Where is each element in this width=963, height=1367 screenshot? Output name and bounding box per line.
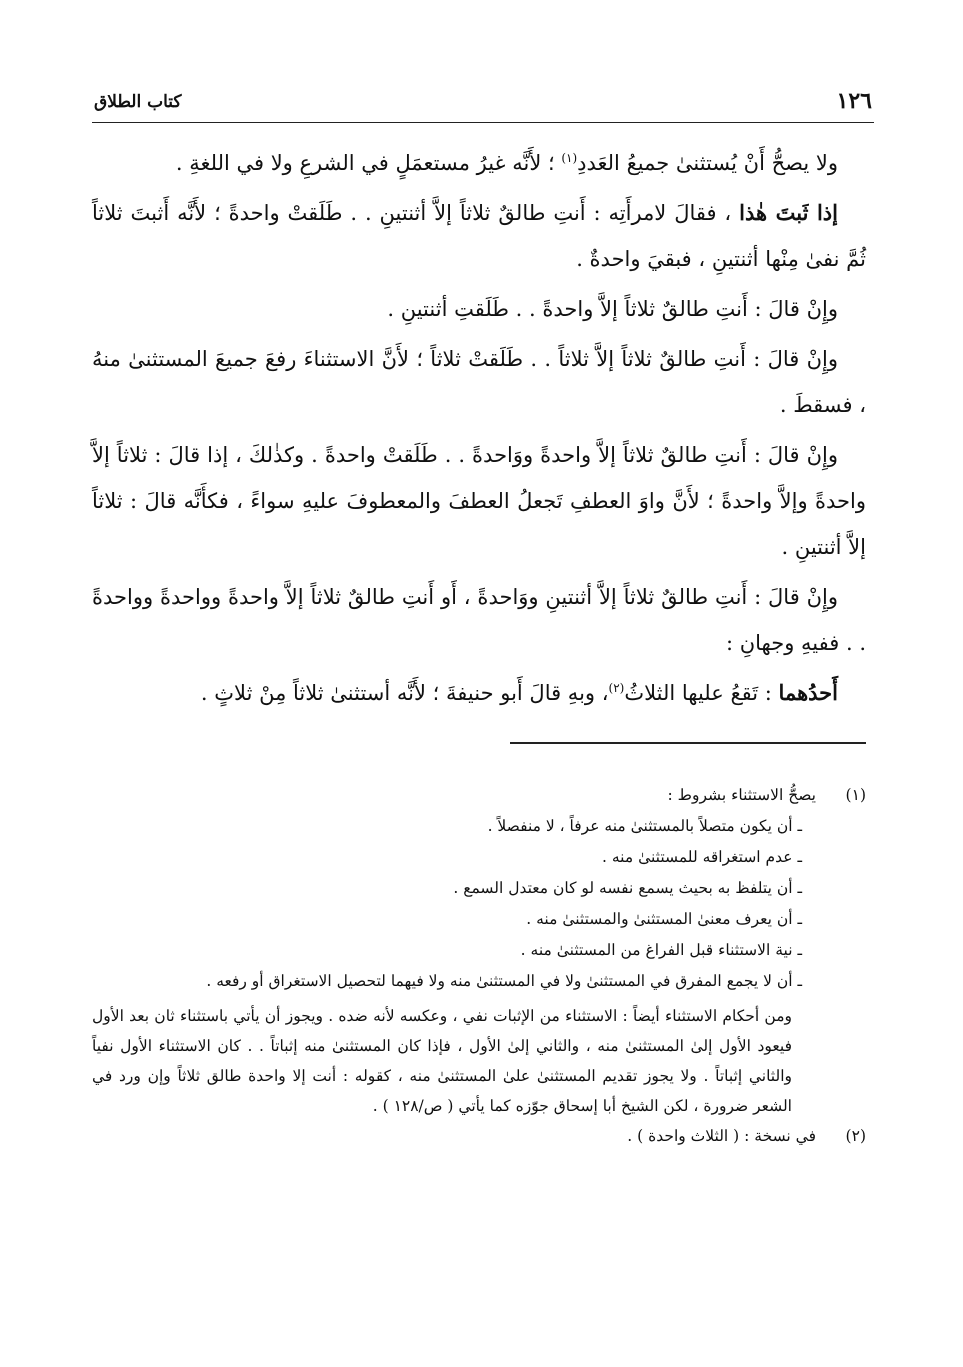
footnote-1-condition: ـ عدم استغراقه للمستثنىٰ منه . [602, 848, 802, 866]
footnote-ref-1: (١) [561, 151, 578, 165]
paragraph-6: وإِنْ قالَ : أَنتِ طالقٌ ثلاثاً إلاَّ أثنتينِ ووَاحدةً ، أَو أَنتِ طالقٌ ثلاثاً إلاَّ واحدةً وواحدةً وواحدةً . . ففيهِ وجهانِ : [92, 585, 866, 655]
paragraph-5: وإِنْ قالَ : أَنتِ طالقٌ ثلاثاً إلاَّ واحدةً ووَاحدةً . . طَلَقتْ واحدةً . وكذٰلكَ ، إذا قالَ : ثلاثاً إلاَّ واحدةً وإلاَّ واحدةً ؛ لأَنَّ واوَ العطفِ تَجعلُ العطفَ والمعطوفَ عليهِ سواءً ، فكأَنَّه قالَ : ثلاثاً إلاَّ أثنتينِ . [92, 443, 866, 559]
paragraph-3: وإِنْ قالَ : أَنتِ طالقٌ ثلاثاً إلاَّ واحدةً . . طَلَقتِ أثنتينِ . [387, 297, 838, 321]
paragraph-1-text-b: ؛ لأَنَّه غيرُ مستعمَلٍ في الشرعِ ولا في اللغةِ . [175, 151, 562, 175]
footnote-1-condition: ـ أن يتلفظ به بحيث يسمع نفسه لو كان معتدل السمع . [453, 879, 802, 897]
footnotes [92, 780, 868, 1152]
paragraph-7-text-b: ، وبهِ قالَ أَبو حنيفةَ ؛ لأَنَّه أستثنىٰ ثلاثاً مِنْ ثلاثٍ . [200, 681, 609, 705]
paragraph-4: وإِنْ قالَ : أَنتِ طالقٌ ثلاثاً إلاَّ ثلاثاً . . طَلَقتْ ثلاثاً ؛ لأَنَّ الاستثناءَ رفعَ جميعَ المستثنىٰ منهُ ، فسقطَ . [92, 347, 866, 417]
paragraph-2-lead: إذا ثَبتَ هٰذا [739, 200, 838, 225]
footnote-2 [92, 1121, 868, 1152]
footnote-1-condition: ـ أن يكون متصلاً بالمستثنىٰ منه عرفاً ، لا منفصلاً . [487, 817, 802, 835]
paragraph-1 [92, 140, 866, 186]
paragraph-7-lead: أَحدُهما [778, 680, 838, 705]
footnote-1-condition: ـ نية الاستثناء قبل الفراغ من المستثنىٰ منه . [520, 941, 802, 959]
running-title: كتاب الطلاق [94, 92, 182, 112]
footnote-1-title: يصحُّ الاستثناء بشروط : [667, 786, 816, 804]
paragraph-7 [92, 670, 866, 716]
page-header [92, 88, 874, 123]
paragraph-7-text-a: : تَقعُ عليها الثلاثُ [624, 681, 779, 705]
page-number: ١٢٦ [836, 88, 872, 114]
main-text [92, 140, 866, 720]
footnote-1-condition: ـ أن لا يجمع المفرق في المستثنىٰ ولا في المستثنىٰ منه ولا فيهما لتحصيل الاستغراق أو رفعه . [206, 972, 802, 990]
paragraph-2 [92, 190, 866, 282]
footnote-1-paragraph: ومن أحكام الاستثناء أيضاً : الاستثناء من الإثبات نفي ، وعكسه لأنه ضده . ويجوز أن يأتي باستثناء ثان بعد الأول فيعود الأول إلىٰ المستثنىٰ منه ، والثاني إلىٰ الأول ، فإذا كان المستثنىٰ منه إثباتاً . . كان الاستثناء الأول نفياً والثاني إثباتاً . ولا يجوز تقديم المستثنىٰ علىٰ المستثنىٰ منه ، كقوله : أنت إلا واحدة طالق ثلاثاً وإن ورد في الشعر ضرورة ، لكن الشيخ أبا إسحاق جوّزه كما يأتي ( ص/١٢٨ ) . [92, 1007, 792, 1115]
footnote-ref-2: (٢) [608, 681, 625, 695]
footnote-separator [510, 742, 866, 744]
footnote-1-condition: ـ أن يعرف معنىٰ المستثنىٰ والمستثنىٰ منه . [526, 910, 802, 928]
footnote-1-mark: (١) [845, 786, 866, 804]
footnote-1 [92, 780, 868, 1121]
footnote-2-mark: (٢) [845, 1127, 866, 1145]
paragraph-2-text: ، فقالَ لامرأَتِه : أَنتِ طالقٌ ثلاثاً إلاَّ أثنتينِ . . طَلَقتْ واحدةً ؛ لأَنَّه أَثبتَ ثلاثاً ثُمَّ نفىٰ مِنْها أثنتينِ ، فبقيَ واحدةٌ . [92, 201, 866, 271]
footnote-2-text: في نسخة : ( الثلاث واحدة ) . [627, 1127, 816, 1145]
paragraph-1-text-a: ولا يصحُّ أَنْ يُستثنىٰ جميعُ العَددِ [577, 151, 838, 175]
